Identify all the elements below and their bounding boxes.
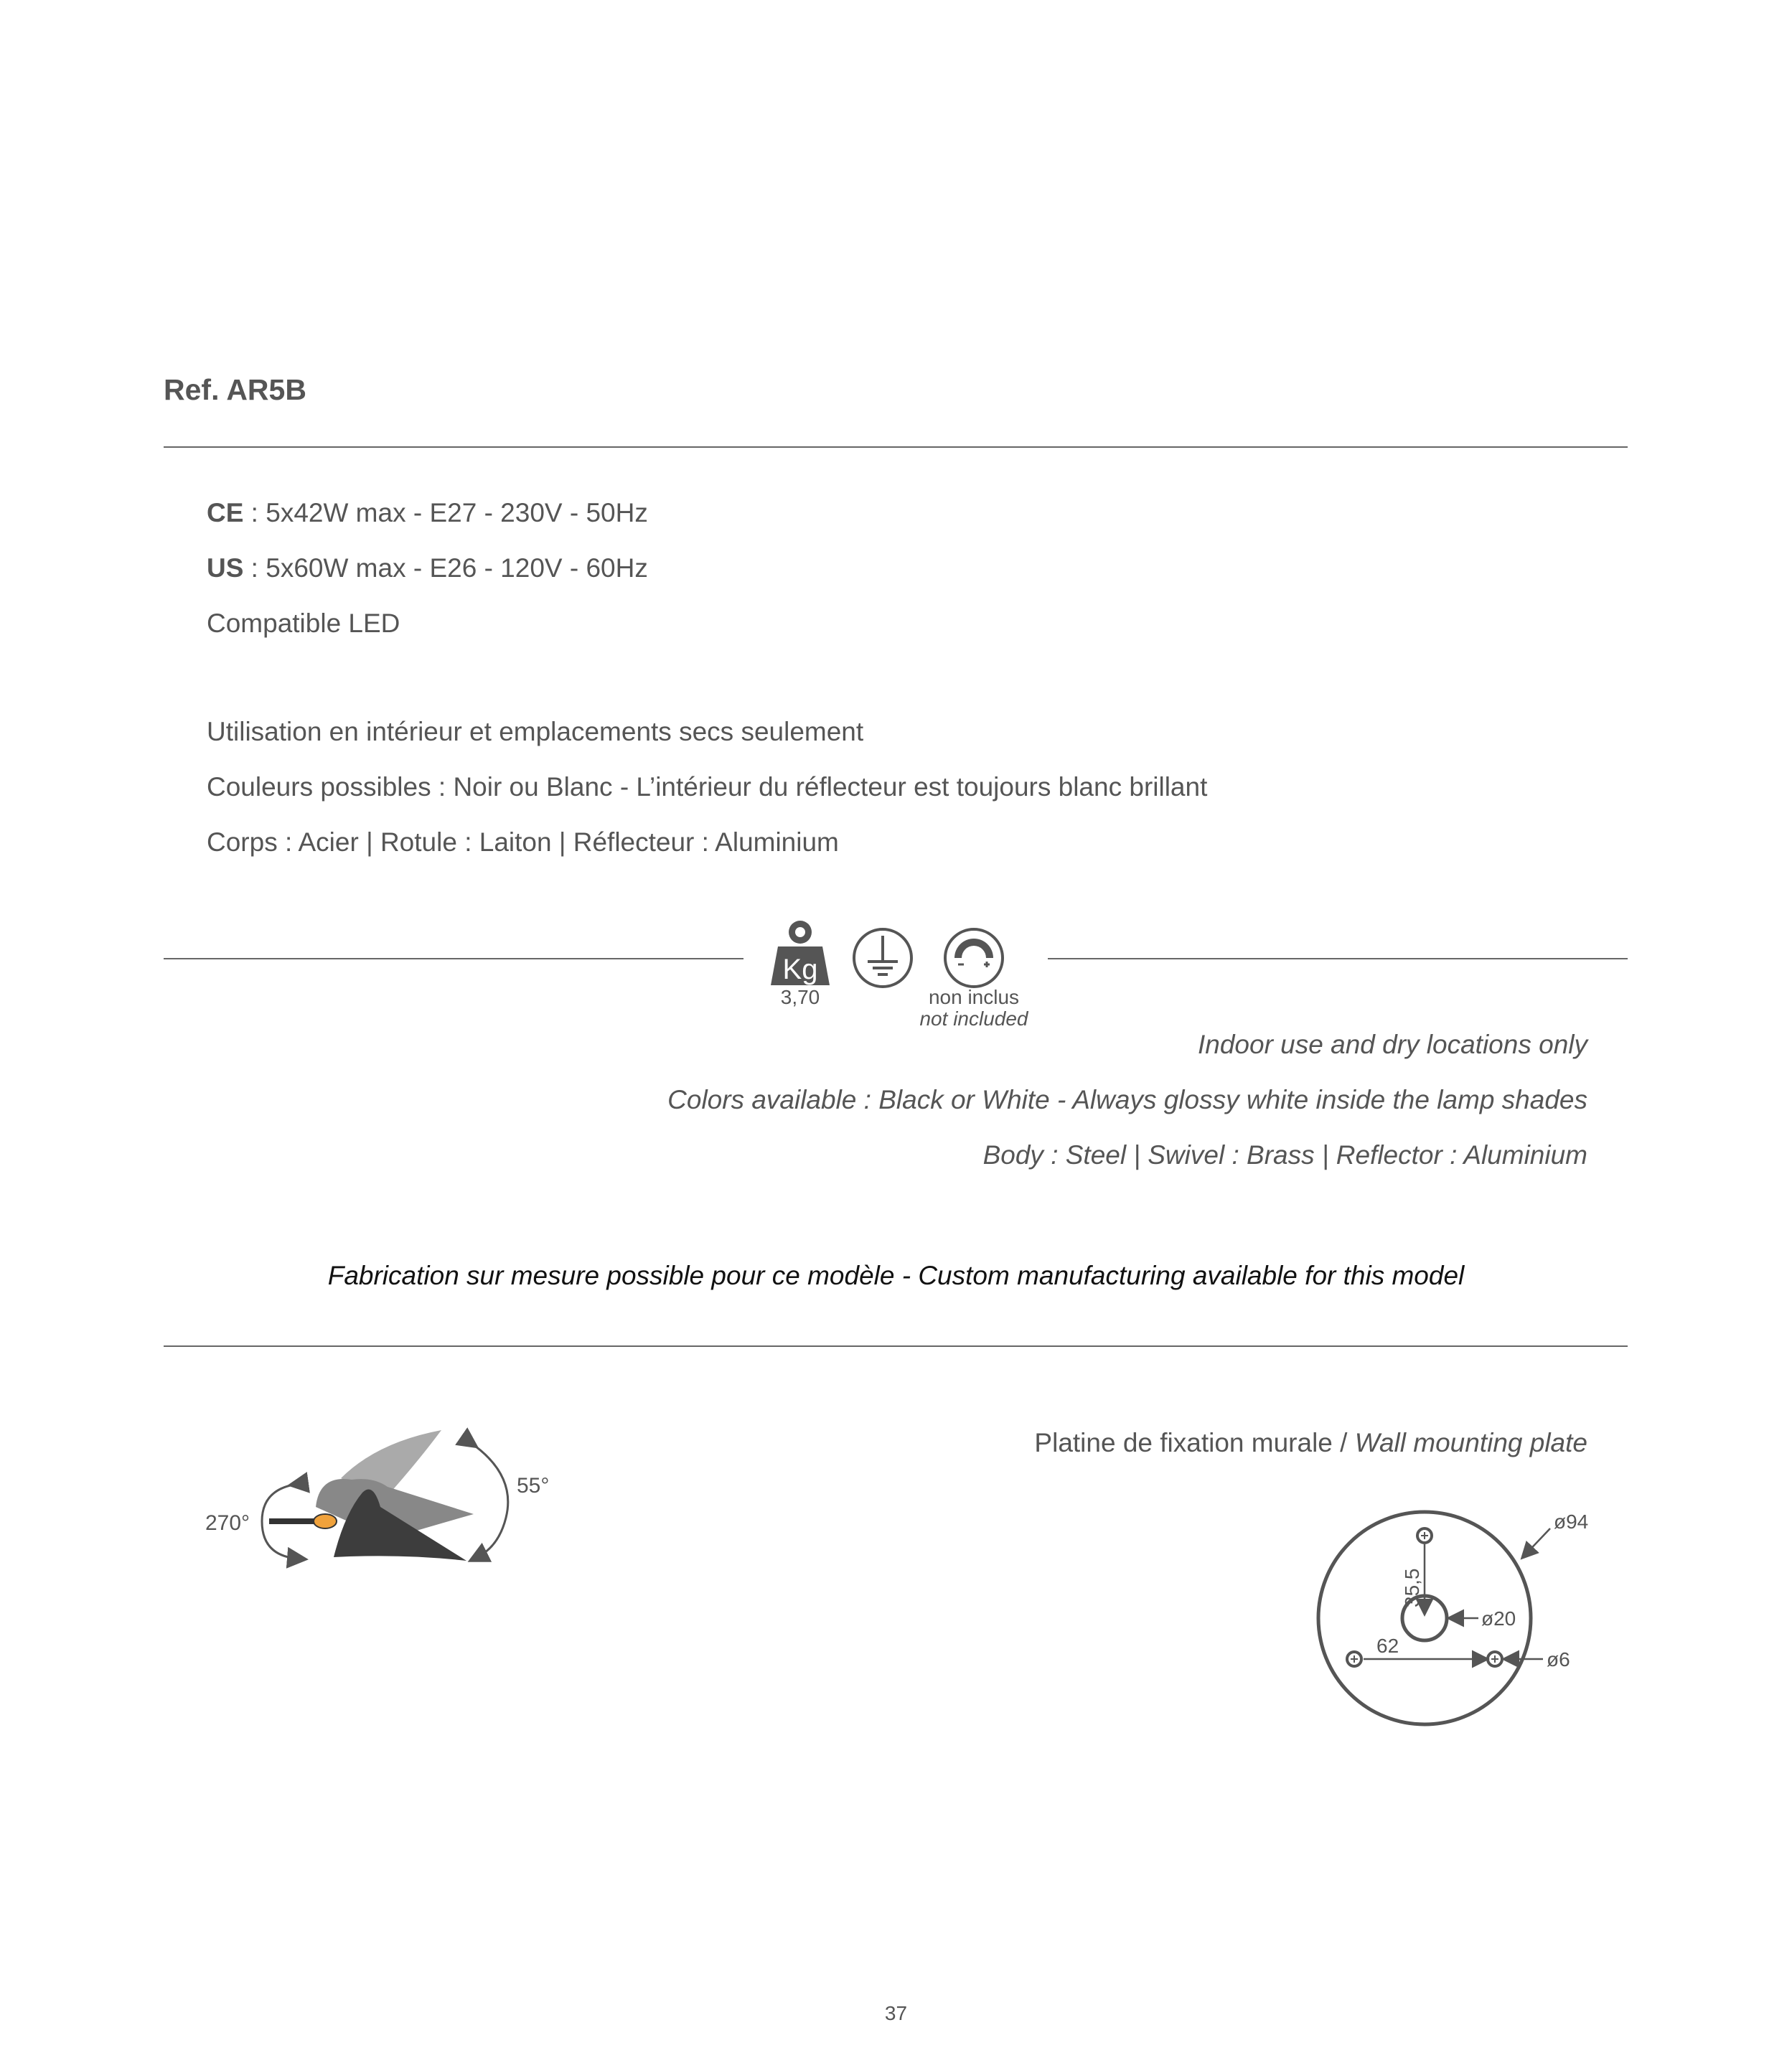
spec-us — [207, 553, 648, 583]
mounting-plate-diagram — [1306, 1500, 1622, 1737]
earth-ground-icon — [850, 926, 915, 990]
spec-led: Compatible LED — [207, 609, 400, 638]
leader-outer — [1523, 1528, 1550, 1557]
rotation-horizontal-label: 270° — [205, 1511, 250, 1535]
custom-manufacturing-note: Fabrication sur mesure possible pour ce modèle - Custom manufacturing available for this model — [327, 1261, 1465, 1290]
rotation-vertical-label: 55° — [517, 1474, 550, 1498]
weight-value: 3,70 — [780, 986, 820, 1008]
dimmer-label-fr: non inclus — [928, 986, 1020, 1008]
dimmer-icon — [942, 926, 1006, 990]
mounting-plate-title — [1034, 1428, 1587, 1458]
dim-center-diameter: ø20 — [1481, 1607, 1516, 1630]
divider-bottom — [164, 1345, 1628, 1347]
spec-ce-label: CE — [207, 498, 244, 527]
dim-outer-diameter: ø94 — [1554, 1511, 1589, 1533]
lamp-swivel — [314, 1514, 337, 1528]
spec-us-value: : 5x60W max - E26 - 120V - 60Hz — [243, 553, 648, 583]
spec-fr-use: Utilisation en intérieur et emplacements secs seulement — [207, 717, 864, 746]
rotation-arrow-vertical — [470, 1442, 508, 1557]
divider-top — [164, 446, 1628, 448]
divider-icons-right — [1048, 958, 1628, 959]
mounting-plate-title-en: Wall mounting plate — [1354, 1428, 1587, 1457]
spec-ce-value: : 5x42W max - E27 - 230V - 50Hz — [243, 498, 648, 527]
spec-en-colors: Colors available : Black or White - Always glossy white inside the lamp shades — [667, 1085, 1587, 1114]
spec-fr-colors: Couleurs possibles : Noir ou Blanc - L’intérieur du réflecteur est toujours blanc brillant — [207, 772, 1208, 802]
weight-icon — [768, 915, 832, 987]
spec-ce — [207, 498, 648, 528]
spec-fr-materials: Corps : Acier | Rotule : Laiton | Réflecteur : Aluminium — [207, 827, 839, 857]
dim-vertical-spacing: 35,5 — [1401, 1568, 1423, 1607]
spec-en-use: Indoor use and dry locations only — [1197, 1030, 1587, 1059]
dim-horizontal-spacing: 62 — [1376, 1635, 1399, 1657]
weight-unit: Kg — [782, 954, 818, 985]
product-reference: Ref. AR5B — [164, 373, 306, 406]
spec-us-label: US — [207, 553, 244, 583]
lamp-rotation-diagram — [194, 1421, 567, 1579]
dimmer-label-en: not included — [919, 1007, 1028, 1030]
dim-hole-diameter: ø6 — [1547, 1648, 1570, 1671]
mounting-plate-title-fr: Platine de fixation murale / — [1034, 1428, 1355, 1457]
page-number: 37 — [884, 2002, 908, 2024]
divider-icons-left — [164, 958, 743, 959]
spec-en-materials: Body : Steel | Swivel : Brass | Reflector : Aluminium — [982, 1140, 1587, 1170]
